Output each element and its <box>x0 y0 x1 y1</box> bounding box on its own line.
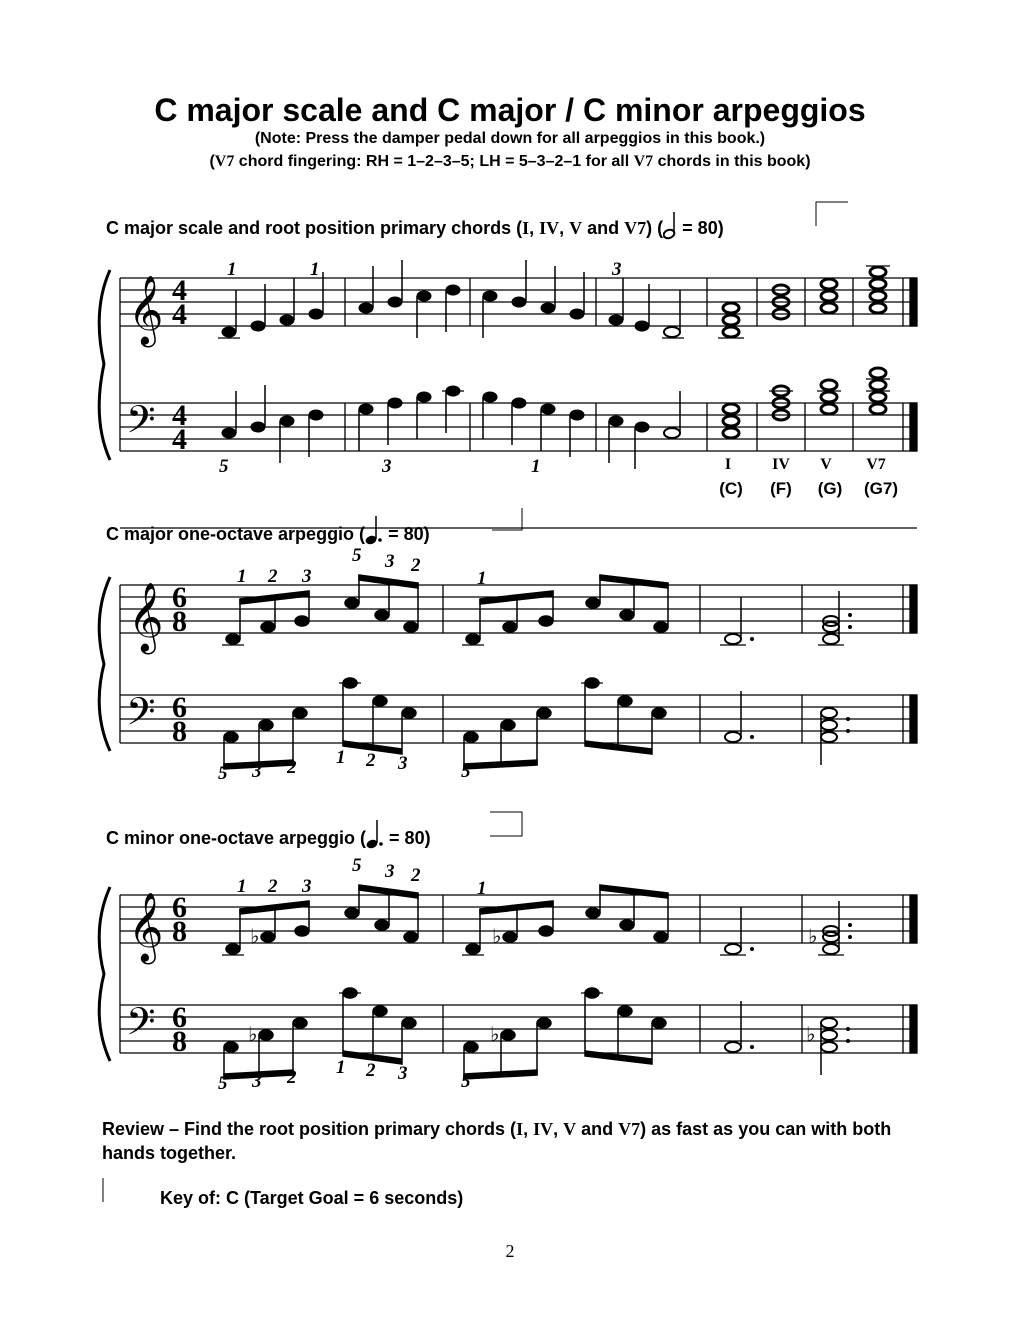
lh-fingering: 5 <box>461 761 471 782</box>
scale-section-title: C major scale and root position primary chords (I, IV, V and V7) ( = 80) <box>106 212 724 240</box>
placeholder-bar-icon <box>102 1178 106 1204</box>
pedal-note: (Note: Press the damper pedal down for all arpeggios in this book.) <box>254 130 766 147</box>
chord-name: (C) <box>719 479 743 498</box>
lh-fingering: 3 <box>398 1063 408 1084</box>
rh-fingering: 3 <box>302 566 312 587</box>
bass-clef-icon: 𝄢 <box>126 397 156 451</box>
flat-icon: ♭ <box>490 1022 500 1046</box>
lh-fingering: 5 <box>461 1071 471 1092</box>
rh-fingering: 2 <box>411 865 421 886</box>
grand-staff-brace <box>99 270 110 460</box>
time-sig-top: 6 <box>172 891 187 924</box>
time-sig-top: 6 <box>172 691 187 724</box>
rh-fingering: 5 <box>352 855 362 876</box>
grand-staff-brace <box>99 577 110 751</box>
treble-clef-icon: 𝄞 <box>128 275 164 345</box>
placeholder-bracket-icon <box>490 506 530 532</box>
lh-fingering: 5 <box>218 1073 228 1094</box>
rh-fingering: 3 <box>385 861 395 882</box>
grand-staff-brace <box>99 887 110 1061</box>
lh-fingering: 3 <box>252 761 262 782</box>
chord-name: (G) <box>817 479 843 498</box>
lh-arpeggio-notes <box>224 678 850 769</box>
dotted-quarter-note-icon <box>365 516 383 546</box>
rh-fingering: 1 <box>237 876 247 897</box>
flat-icon: ♭ <box>808 924 818 948</box>
treble-clef-icon: 𝄞 <box>128 892 164 962</box>
rh-fingering: 1 <box>310 259 320 280</box>
half-note-icon <box>663 212 677 240</box>
lh-fingering: 2 <box>287 1067 297 1088</box>
time-sig-top: 4 <box>172 399 187 432</box>
staff-lines-lh <box>120 1005 917 1053</box>
rh-fingering: 5 <box>352 545 362 566</box>
lh-fingering: 3 <box>382 456 392 477</box>
page-title: C major scale and C major / C minor arpeggios <box>154 92 866 128</box>
fingering-note: (V7 chord fingering: RH = 1–2–3–5; LH = 5–3–2–1 for all V7 chords in this book) <box>209 153 811 170</box>
minor-arpeggio-title: C minor one-octave arpeggio ( = 80) <box>106 820 431 850</box>
time-sig-top: 6 <box>172 581 187 614</box>
time-sig-top: 4 <box>172 274 187 307</box>
lh-fingering: 1 <box>336 1057 346 1078</box>
lh-fingering: 2 <box>366 1060 376 1081</box>
lh-fingering: 3 <box>398 753 408 774</box>
lh-fingering: 5 <box>219 456 229 477</box>
flat-icon: ♭ <box>250 924 260 948</box>
time-sig-bottom: 8 <box>172 605 187 638</box>
major-arpeggio-system <box>0 545 1020 785</box>
lh-fingering: 2 <box>366 750 376 771</box>
staff-lines-lh <box>120 403 917 451</box>
time-sig-bottom: 4 <box>172 423 187 456</box>
treble-clef-icon: 𝄞 <box>128 582 164 652</box>
time-sig-top: 6 <box>172 1001 187 1034</box>
time-sig-bottom: 8 <box>172 715 187 748</box>
rh-fingering: 2 <box>411 555 421 576</box>
lh-fingering: 5 <box>218 763 228 784</box>
rh-fingering: 3 <box>385 551 395 572</box>
staff-lines-lh <box>120 695 917 743</box>
time-sig-bottom: 8 <box>172 915 187 948</box>
bass-clef-icon: 𝄢 <box>126 689 156 743</box>
flat-icon: ♭ <box>248 1022 258 1046</box>
time-sig-bottom: 8 <box>172 1025 187 1058</box>
major-arpeggio-title: C major one-octave arpeggio ( = 80) <box>106 516 430 546</box>
lh-fingering: 1 <box>336 747 346 768</box>
rh-fingering: 2 <box>268 566 278 587</box>
lh-fingering: 2 <box>287 757 297 778</box>
dotted-quarter-note-icon <box>366 820 384 850</box>
rh-fingering: 1 <box>477 878 487 899</box>
rh-fingering: 1 <box>477 568 487 589</box>
review-instructions: Review – Find the root position primary chords (I, IV, V and V7) as fast as you can with both hands together. <box>102 1119 892 1163</box>
rh-fingering: 3 <box>612 259 622 280</box>
roman-numeral: V7 <box>866 456 886 473</box>
lh-arpeggio-notes <box>224 988 850 1079</box>
review-key-target: Key of: C (Target Goal = 6 seconds) <box>160 1188 464 1208</box>
page-number: 2 <box>505 1241 515 1261</box>
scale-system <box>0 250 1020 480</box>
time-sig-bottom: 4 <box>172 298 187 331</box>
rh-fingering: 1 <box>237 566 247 587</box>
roman-numeral: I <box>724 456 732 473</box>
chord-name: (F) <box>770 479 792 498</box>
lh-fingering: 3 <box>252 1071 262 1092</box>
minor-arpeggio-system <box>0 855 1020 1095</box>
flat-icon: ♭ <box>492 924 502 948</box>
chord-name: (G7) <box>864 479 898 498</box>
rh-fingering: 1 <box>227 259 237 280</box>
bass-clef-icon: 𝄢 <box>126 999 156 1053</box>
rh-fingering: 2 <box>268 876 278 897</box>
roman-numeral: V <box>820 456 832 473</box>
flat-icon: ♭ <box>806 1022 816 1046</box>
roman-numeral: IV <box>772 456 790 473</box>
lh-fingering: 1 <box>531 456 541 477</box>
placeholder-bracket-icon <box>488 810 528 838</box>
rh-fingering: 3 <box>302 876 312 897</box>
placeholder-bracket-icon <box>814 200 854 228</box>
